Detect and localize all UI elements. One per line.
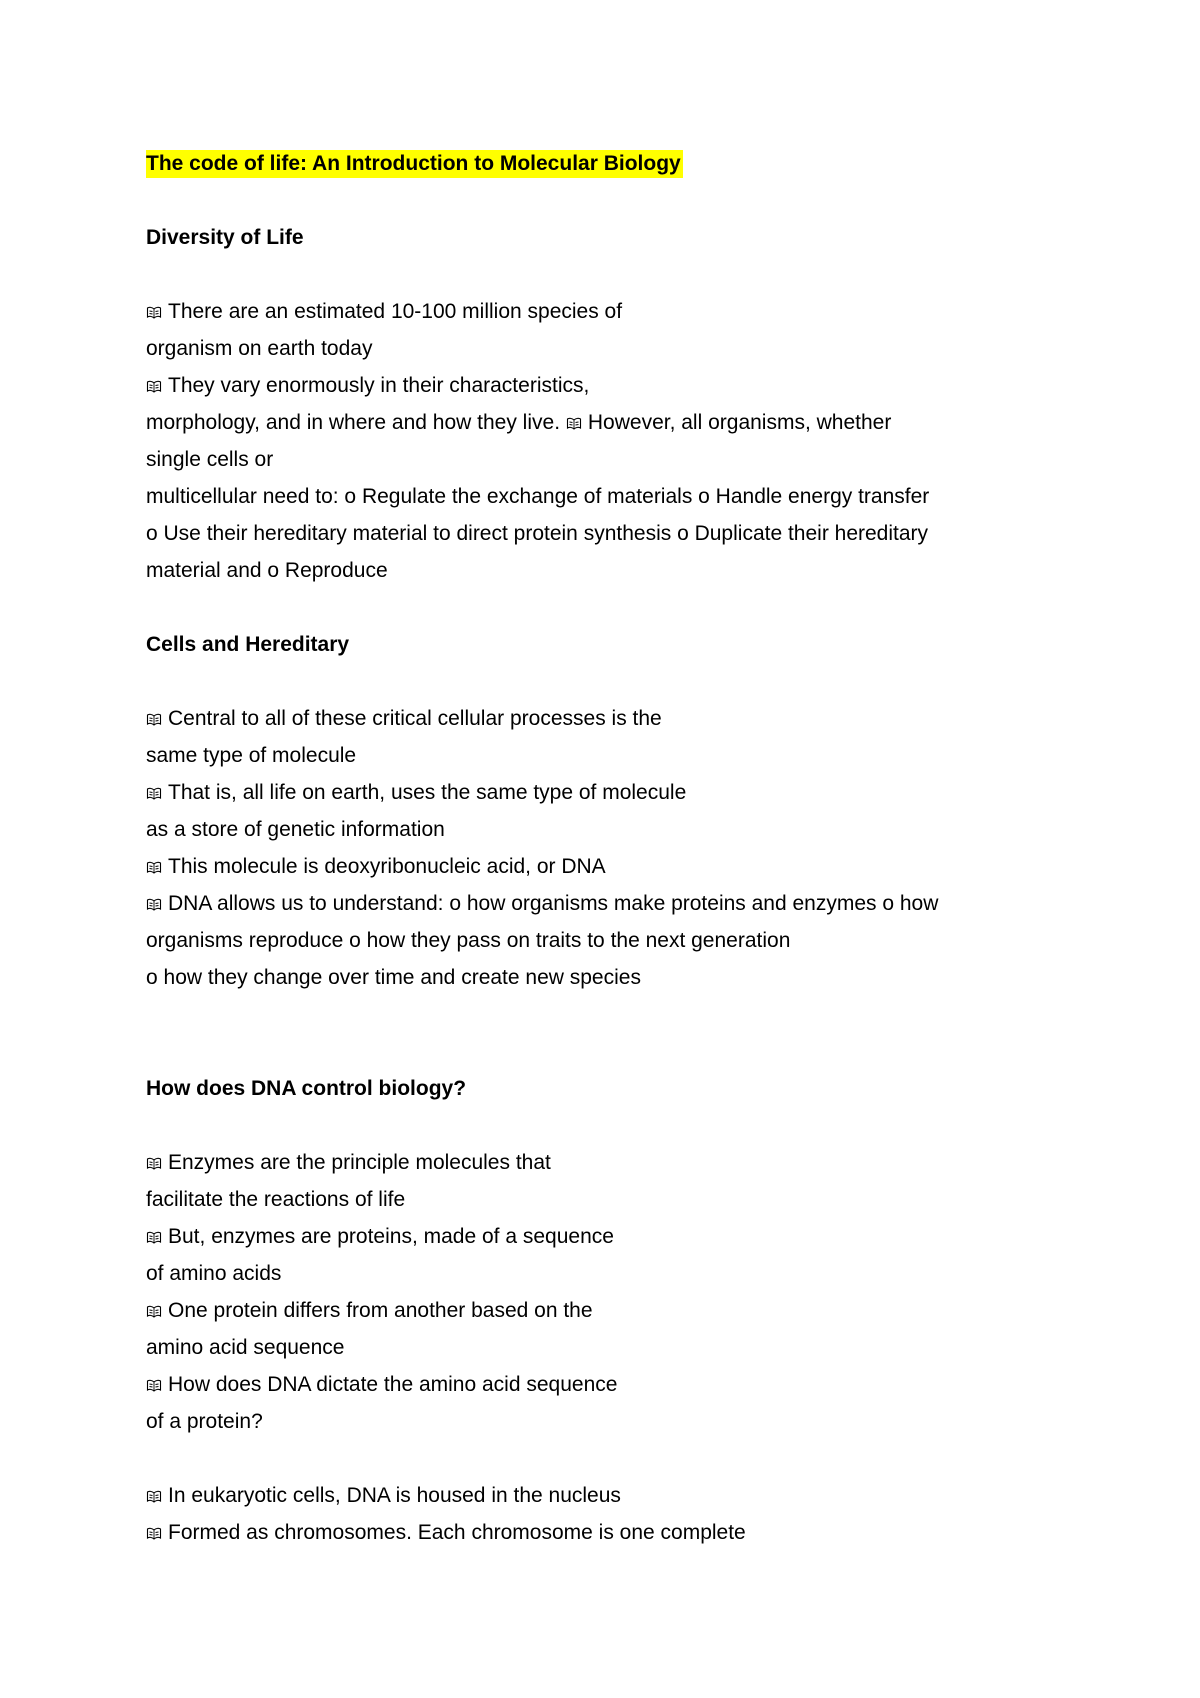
line-text: morphology, and in where and how they live. [146, 411, 561, 434]
text-line [146, 959, 1086, 996]
section-heading: Cells and Hereditary [146, 633, 350, 656]
line-text: amino acid sequence [146, 1336, 345, 1359]
text-line [146, 1329, 1086, 1366]
section [146, 1070, 1086, 1477]
open-book-icon [146, 1526, 162, 1540]
line-text: single cells or [146, 448, 274, 471]
text-line [146, 1255, 1086, 1292]
open-book-icon [146, 305, 162, 319]
line-text: In eukaryotic cells, DNA is housed in the nucleus [168, 1484, 621, 1507]
bullet-line [146, 848, 1086, 885]
line-text: as a store of genetic information [146, 818, 445, 841]
open-book-icon [146, 860, 162, 874]
text-line [146, 478, 1086, 515]
open-book-icon [146, 1304, 162, 1318]
open-book-icon [566, 416, 582, 430]
bullet-line [146, 885, 1086, 922]
line-text: facilitate the reactions of life [146, 1188, 406, 1211]
line-text: However, all organisms, whether [587, 411, 892, 434]
bullet-line [146, 1366, 1086, 1403]
line-text: One protein differs from another based on the [168, 1299, 593, 1322]
section [146, 219, 1086, 626]
line-text: How does DNA dictate the amino acid sequence [168, 1373, 618, 1396]
section [146, 626, 1086, 1070]
text-line [146, 922, 1086, 959]
line-text: There are an estimated 10-100 million species of [168, 300, 623, 323]
line-text: Enzymes are the principle molecules that [168, 1151, 551, 1174]
line-text: multicellular need to: o Regulate the exchange of materials o Handle energy transfer [146, 485, 930, 508]
text-line [146, 441, 1086, 478]
bullet-line [146, 1477, 1086, 1514]
bullet-line [146, 1514, 1086, 1551]
bullet-line [146, 774, 1086, 811]
bullet-line [146, 1144, 1086, 1181]
section-heading: How does DNA control biology? [146, 1077, 467, 1100]
bullet-line [146, 1218, 1086, 1255]
text-line [146, 1181, 1086, 1218]
document-title [146, 145, 1086, 182]
text-line [146, 515, 1086, 552]
line-text: Formed as chromosomes. Each chromosome is one complete [168, 1521, 746, 1544]
line-text: of amino acids [146, 1262, 282, 1285]
document-body [146, 145, 1086, 1551]
line-text: That is, all life on earth, uses the same type of molecule [168, 781, 687, 804]
line-text: Central to all of these critical cellular processes is the [168, 707, 662, 730]
line-text: They vary enormously in their characteristics, [168, 374, 590, 397]
line-text: DNA allows us to understand: o how organisms make proteins and enzymes o how [168, 892, 939, 915]
line-text: o how they change over time and create new species [146, 966, 641, 989]
line-text: same type of molecule [146, 744, 357, 767]
text-line [146, 737, 1086, 774]
line-text: organisms reproduce o how they pass on traits to the next generation [146, 929, 791, 952]
open-book-icon [146, 1378, 162, 1392]
section-heading: Diversity of Life [146, 226, 304, 249]
sections [146, 219, 1086, 1551]
open-book-icon [146, 379, 162, 393]
bullet-line [146, 293, 1086, 330]
bullet-line [146, 1292, 1086, 1329]
open-book-icon [146, 786, 162, 800]
line-text: But, enzymes are proteins, made of a sequence [168, 1225, 614, 1248]
section [146, 1477, 1086, 1551]
line-text: organism on earth today [146, 337, 373, 360]
open-book-icon [146, 1230, 162, 1244]
text-line [146, 1403, 1086, 1440]
bullet-line [146, 367, 1086, 404]
bullet-line [146, 700, 1086, 737]
text-line [146, 330, 1086, 367]
open-book-icon [146, 897, 162, 911]
open-book-icon [146, 1156, 162, 1170]
title-highlight: The code of life: An Introduction to Molecular Biology [146, 150, 683, 178]
line-text: o Use their hereditary material to direct protein synthesis o Duplicate their hereditary [146, 522, 929, 545]
open-book-icon [146, 1489, 162, 1503]
text-line [146, 552, 1086, 589]
line-text: of a protein? [146, 1410, 263, 1433]
open-book-icon [146, 712, 162, 726]
line-text: This molecule is deoxyribonucleic acid, or DNA [168, 855, 606, 878]
text-line [146, 404, 1086, 441]
text-line [146, 811, 1086, 848]
line-text: material and o Reproduce [146, 559, 388, 582]
